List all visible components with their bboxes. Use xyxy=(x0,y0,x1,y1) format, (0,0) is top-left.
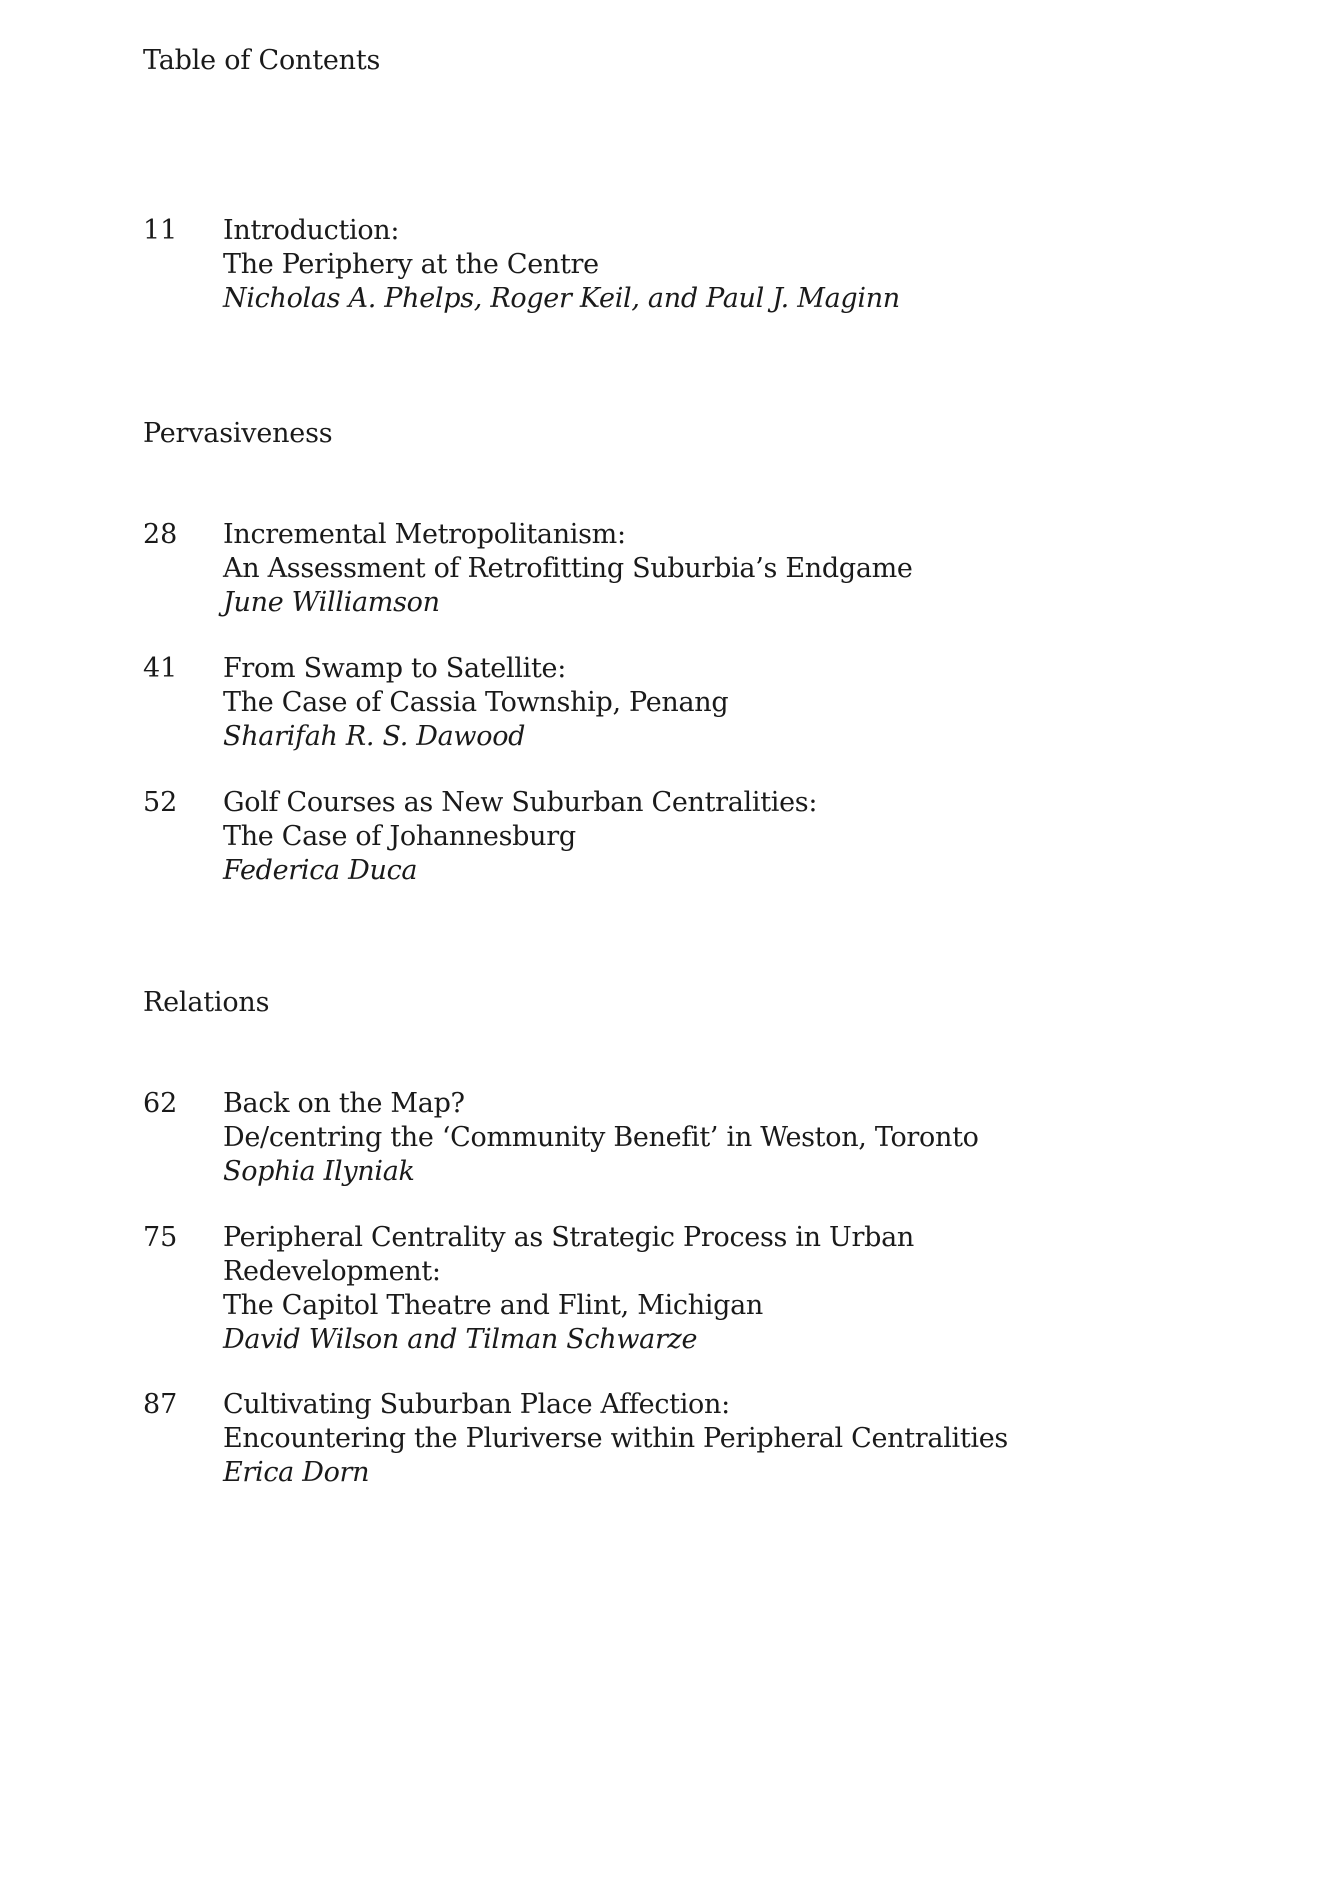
entry-title-line: Golf Courses as New Suburban Centralities: xyxy=(223,787,818,818)
entry-page-number: 41 xyxy=(143,653,178,684)
entry-body xyxy=(223,1087,1223,1189)
entry-title-line: From Swamp to Satellite: xyxy=(223,653,566,684)
entry-title-line: Peripheral Centrality as Strategic Process in Urban xyxy=(223,1222,914,1253)
entry-page-number: 62 xyxy=(143,1088,178,1119)
entry-body xyxy=(223,786,1223,888)
entry-author: Sharifah R. S. Dawood xyxy=(223,721,526,752)
entry-page-number: 11 xyxy=(143,215,178,246)
entry-subtitle-line: De/centring the ‘Community Benefit’ in Weston, Toronto xyxy=(223,1122,979,1153)
entry-body xyxy=(223,1388,1223,1490)
entry-author: David Wilson and Tilman Schwarze xyxy=(223,1324,698,1355)
entry-subtitle-line: The Case of Cassia Township, Penang xyxy=(223,687,729,718)
entry-page-number: 75 xyxy=(143,1222,178,1253)
section-heading-pervasiveness: Pervasiveness xyxy=(143,418,333,449)
entry-subtitle-line: Encountering the Pluriverse within Peripheral Centralities xyxy=(223,1423,1008,1454)
entry-page-number: 28 xyxy=(143,519,178,550)
entry-subtitle-line: The Case of Johannesburg xyxy=(223,821,576,852)
entry-author: Nicholas A. Phelps, Roger Keil, and Paul J. Maginn xyxy=(223,283,900,314)
entry-title-line: Back on the Map? xyxy=(223,1088,465,1119)
entry-subtitle-line: An Assessment of Retrofitting Suburbia’s Endgame xyxy=(223,553,913,584)
entry-author: Sophia Ilyniak xyxy=(223,1156,415,1187)
entry-subtitle-line: The Periphery at the Centre xyxy=(223,249,599,280)
entry-subtitle-line: The Capitol Theatre and Flint, Michigan xyxy=(223,1290,764,1321)
section-heading-relations: Relations xyxy=(143,987,270,1018)
entry-page-number: 52 xyxy=(143,787,178,818)
entry-body xyxy=(223,518,1223,620)
entry-body xyxy=(223,214,1223,316)
entry-title-line: Cultivating Suburban Place Affection: xyxy=(223,1389,730,1420)
entry-title-line: Incremental Metropolitanism: xyxy=(223,519,626,550)
entry-author: Erica Dorn xyxy=(223,1457,370,1488)
page-title: Table of Contents xyxy=(143,45,381,76)
entry-title-line: Introduction: xyxy=(223,215,400,246)
entry-body xyxy=(223,652,1223,754)
entry-page-number: 87 xyxy=(143,1389,178,1420)
entry-body xyxy=(223,1221,1223,1357)
entry-author: Federica Duca xyxy=(223,855,418,886)
entry-author: June Williamson xyxy=(223,587,440,618)
entry-title-line: Redevelopment: xyxy=(223,1256,441,1287)
